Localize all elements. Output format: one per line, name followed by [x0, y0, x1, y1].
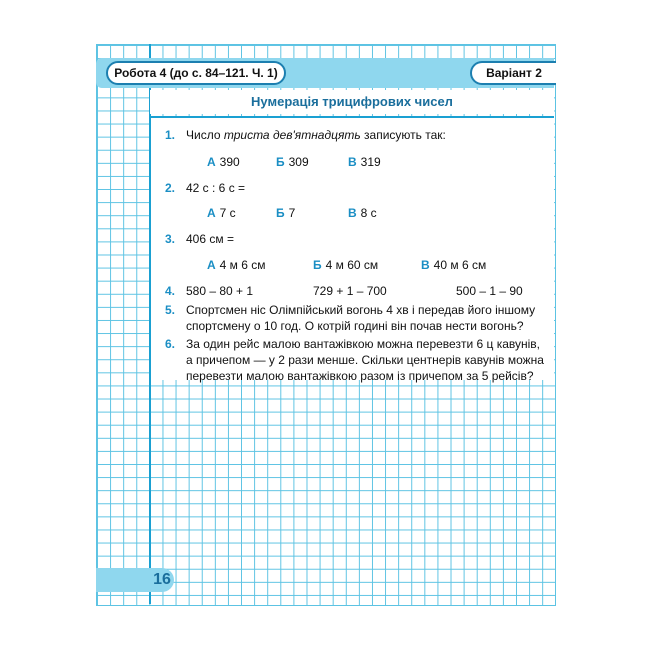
expression-2: 729 + 1 – 700 [313, 284, 387, 298]
expression-3: 500 – 1 – 90 [456, 284, 523, 298]
option-value: 4 м 6 см [219, 258, 266, 272]
option-value: 7 [288, 206, 296, 220]
task-text: записують так: [360, 128, 446, 142]
option-letter: А [207, 206, 216, 220]
option-c [421, 257, 486, 273]
option-value: 8 с [360, 206, 377, 220]
option-value: 390 [219, 155, 240, 169]
option-a [207, 154, 240, 170]
task-number: 6. [165, 337, 176, 351]
option-value: 40 м 6 см [433, 258, 487, 272]
task-text: 406 см = [186, 232, 234, 246]
task-2 [165, 180, 245, 196]
task-number: 5. [165, 303, 176, 317]
option-letter: В [421, 258, 430, 272]
task-number: 2. [165, 181, 176, 195]
option-a [207, 205, 236, 221]
task-number: 3. [165, 232, 176, 246]
option-letter: В [348, 155, 357, 169]
option-value: 319 [360, 155, 381, 169]
title-rule [150, 116, 554, 118]
task-text: Число [186, 128, 224, 142]
option-letter: А [207, 155, 216, 169]
task-line: За один рейс малою вантажівкою можна перевезти 6 ц кавунів, [186, 337, 540, 351]
option-letter: Б [276, 155, 285, 169]
option-letter: А [207, 258, 216, 272]
page-number: 16 [153, 571, 171, 588]
option-b [276, 154, 309, 170]
task-6 [165, 336, 544, 384]
task-5 [165, 302, 535, 334]
variant-label: Варіант 2 [470, 61, 556, 85]
expression-1: 580 – 80 + 1 [186, 284, 254, 298]
task-line: а причепом — у 2 рази менше. Скільки центнерів кавунів можна [186, 353, 544, 367]
option-c [348, 154, 381, 170]
task-line: перевезти малою вантажівкою разом із причепом за 5 рейсів? [186, 369, 534, 383]
task-number: 1. [165, 128, 176, 142]
margin-line [149, 44, 151, 604]
task-3 [165, 231, 234, 247]
task-text: 42 с : 6 с = [186, 181, 246, 195]
option-c [348, 205, 377, 221]
option-a [207, 257, 266, 273]
option-letter: В [348, 206, 357, 220]
option-letter: Б [276, 206, 285, 220]
task-line: Спортсмен ніс Олімпійський вогонь 4 хв і передав його іншому [186, 303, 536, 317]
task-text-italic: триста дев'ятнадцять [223, 128, 361, 142]
option-value: 309 [288, 155, 309, 169]
option-letter: Б [313, 258, 322, 272]
task-4 [165, 283, 253, 299]
task-line: спортсмену о 10 год. О котрій годині він почав нести вогонь? [186, 319, 524, 333]
topic-title: Нумерація трицифрових чисел [150, 90, 554, 114]
option-value: 7 с [219, 206, 236, 220]
work-label: Робота 4 (до с. 84–121. Ч. 1) [106, 61, 286, 85]
option-b [276, 205, 295, 221]
task-1 [165, 127, 446, 143]
option-b [313, 257, 378, 273]
option-value: 4 м 60 см [325, 258, 379, 272]
task-number: 4. [165, 284, 176, 298]
